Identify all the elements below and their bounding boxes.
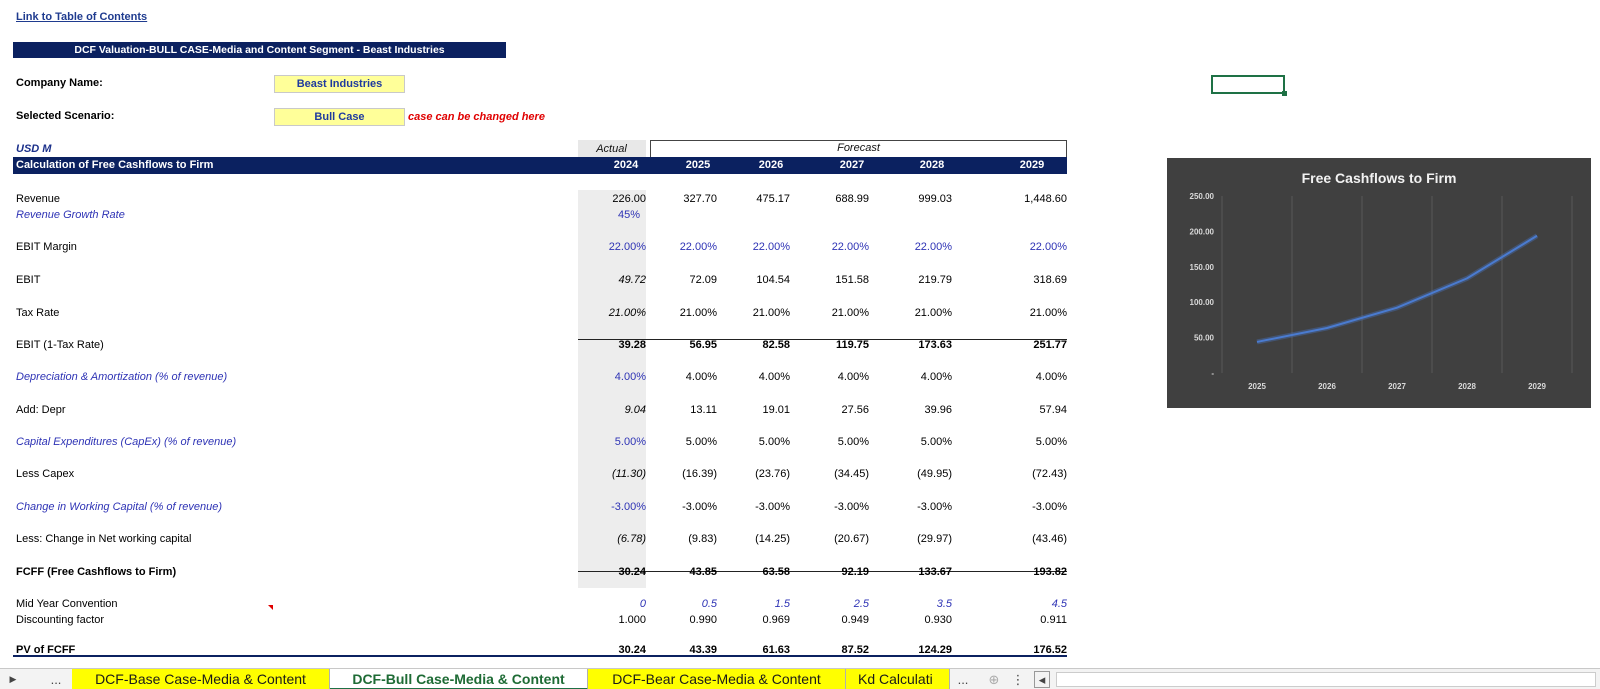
- year-2025: 2025: [685, 159, 711, 171]
- scroll-left-icon[interactable]: ◂: [1034, 671, 1050, 688]
- chart-series-line: [1257, 236, 1537, 342]
- cell-2028[interactable]: 4.00%: [920, 371, 952, 383]
- cell-2029[interactable]: (43.46): [1032, 533, 1067, 545]
- cell-2026[interactable]: 63.58: [762, 566, 790, 578]
- chart-y-tick: 150.00: [1189, 262, 1214, 272]
- cell-2025[interactable]: 5.00%: [685, 436, 717, 448]
- cell-2028[interactable]: 39.96: [924, 404, 952, 416]
- units-label: USD M: [16, 143, 52, 155]
- company-name-label: Company Name:: [16, 77, 103, 89]
- cell-2024[interactable]: 39.28: [618, 339, 646, 351]
- cell-2024[interactable]: 22.00%: [608, 241, 646, 253]
- row-label: Discounting factor: [16, 614, 105, 626]
- row-revenue-growth-rate: [0, 209, 1100, 225]
- cell-2027[interactable]: 119.75: [835, 339, 869, 351]
- row-ebit-margin: [0, 241, 1100, 257]
- cell-2029[interactable]: 0.911: [1040, 614, 1067, 626]
- cell-2027[interactable]: (20.67): [834, 533, 869, 545]
- year-2024: 2024: [613, 159, 639, 171]
- cell-2024[interactable]: 226.00: [612, 193, 646, 205]
- cell-2027[interactable]: 688.99: [835, 193, 869, 205]
- cell-2028[interactable]: 0.930: [924, 614, 952, 626]
- row-label: Revenue: [16, 193, 61, 205]
- cell-2026[interactable]: 61.63: [762, 644, 790, 656]
- scenario-label: Selected Scenario:: [16, 110, 115, 122]
- sheet-tab-bar: [0, 668, 1600, 689]
- cell-2027[interactable]: 92.19: [841, 566, 869, 578]
- cell-2024[interactable]: 30.24: [618, 566, 646, 578]
- row-label: Less: Change in Net working capital: [16, 533, 192, 545]
- cell-2029[interactable]: -3.00%: [1032, 501, 1067, 513]
- cell-2025[interactable]: 0.5: [701, 598, 717, 610]
- chart-x-tick: 2027: [1388, 382, 1406, 391]
- row-label: Capital Expenditures (CapEx) (% of revenue): [16, 436, 237, 448]
- row-fcff: [0, 566, 1100, 582]
- cell-2028[interactable]: 133.67: [918, 566, 952, 578]
- tab-dcf-base-case[interactable]: DCF-Base Case-Media & Content: [72, 669, 330, 689]
- cell-2028[interactable]: -3.00%: [917, 501, 952, 513]
- tab-dcf-bear-case[interactable]: DCF-Bear Case-Media & Content: [588, 669, 846, 689]
- cell-2026[interactable]: (23.76): [755, 468, 790, 480]
- cell-2024[interactable]: 49.72: [618, 274, 646, 286]
- cell-2028[interactable]: 124.29: [918, 644, 952, 656]
- cell-2027[interactable]: 21.00%: [831, 307, 869, 319]
- cell-2029[interactable]: 21.00%: [1029, 307, 1067, 319]
- cell-2029[interactable]: 193.82: [1033, 566, 1067, 578]
- chart-y-tick: -: [1211, 369, 1214, 378]
- cell-2025[interactable]: 22.00%: [679, 241, 717, 253]
- company-name-cell[interactable]: Beast Industries: [274, 75, 405, 93]
- cell-2029[interactable]: 4.00%: [1035, 371, 1067, 383]
- cell-2025[interactable]: (16.39): [682, 468, 717, 480]
- cell-2029[interactable]: 57.94: [1039, 404, 1067, 416]
- cell-2029[interactable]: 176.52: [1033, 644, 1067, 656]
- cell-2028[interactable]: 173.63: [918, 339, 952, 351]
- cell-2026[interactable]: 475.17: [756, 193, 790, 205]
- row-label: Mid Year Convention: [16, 598, 118, 610]
- cell-2026[interactable]: (14.25): [755, 533, 790, 545]
- cell-2024[interactable]: -3.00%: [611, 501, 646, 513]
- cell-2026[interactable]: 0.969: [762, 614, 790, 626]
- year-2026: 2026: [758, 159, 784, 171]
- row-mid-year-convention: [0, 598, 1100, 614]
- cell-2025[interactable]: 56.95: [689, 339, 717, 351]
- chart-x-tick: 2025: [1248, 382, 1266, 391]
- cell-2025[interactable]: -3.00%: [682, 501, 717, 513]
- row-label: Add: Depr: [16, 404, 66, 416]
- toc-link[interactable]: Link to Table of Contents: [16, 11, 148, 23]
- cell-2024[interactable]: 4.00%: [614, 371, 646, 383]
- cell-2025[interactable]: (9.83): [688, 533, 717, 545]
- cell-2026[interactable]: 104.54: [756, 274, 790, 286]
- cell-2027[interactable]: 87.52: [841, 644, 869, 656]
- cell-2027[interactable]: (34.45): [834, 468, 869, 480]
- cell-2026[interactable]: 82.58: [762, 339, 790, 351]
- cell-2024[interactable]: 1.000: [618, 614, 646, 626]
- cell-2029[interactable]: 251.77: [1033, 339, 1067, 351]
- cell-2024[interactable]: 0: [639, 598, 646, 610]
- row-revenue: [0, 193, 1100, 209]
- row-discounting-factor: [0, 614, 1100, 630]
- row-tax-rate: [0, 307, 1100, 323]
- cell-2029[interactable]: 22.00%: [1029, 241, 1067, 253]
- chart-x-tick: 2028: [1458, 382, 1476, 391]
- row-wc-change-percent: [0, 501, 1100, 517]
- cell-2025[interactable]: 0.990: [689, 614, 717, 626]
- cell-2026[interactable]: 22.00%: [752, 241, 790, 253]
- row-label: EBIT (1-Tax Rate): [16, 339, 104, 351]
- row-label: Less Capex: [16, 468, 75, 480]
- cell-2027[interactable]: 0.949: [841, 614, 869, 626]
- selected-cell[interactable]: [1211, 75, 1285, 94]
- year-2029: 2029: [1019, 159, 1045, 171]
- cell-2027[interactable]: 151.58: [835, 274, 869, 286]
- cell-2026[interactable]: 19.01: [762, 404, 790, 416]
- chart-y-tick: 50.00: [1193, 333, 1214, 343]
- more-sheets-right[interactable]: ...: [957, 672, 969, 687]
- chart-y-tick: 250.00: [1189, 192, 1214, 201]
- cell-2024[interactable]: 21.00%: [608, 307, 646, 319]
- row-add-depr: [0, 404, 1100, 420]
- chart-y-tick: 100.00: [1189, 298, 1214, 308]
- prev-sheet-button[interactable]: ▶: [9, 674, 17, 684]
- horizontal-scrollbar[interactable]: [1056, 672, 1596, 687]
- row-label: Change in Working Capital (% of revenue): [16, 501, 223, 513]
- cell-2025[interactable]: 43.39: [689, 644, 717, 656]
- add-sheet-icon[interactable]: ⊕: [988, 672, 1000, 687]
- chart-plot: [1167, 158, 1591, 408]
- table-header-bar: [13, 157, 1067, 174]
- scenario-note: case can be changed here: [408, 111, 545, 123]
- chart-title: Free Cashflows to Firm: [1301, 170, 1457, 186]
- tab-kd-calculation[interactable]: Kd Calculati: [846, 669, 950, 689]
- year-2027: 2027: [839, 159, 865, 171]
- scenario-select-cell[interactable]: Bull Case: [274, 108, 405, 126]
- cell-2024[interactable]: (11.30): [611, 468, 646, 480]
- cell-2024[interactable]: 45%: [617, 209, 640, 221]
- cell-2029[interactable]: 1,448.60: [1024, 193, 1067, 205]
- row-label: EBIT: [16, 274, 41, 286]
- row-pv-of-fcff: [0, 644, 1100, 660]
- cell-2029[interactable]: (72.43): [1032, 468, 1067, 480]
- table-title: Calculation of Free Cashflows to Firm: [16, 159, 214, 171]
- row-label: EBIT Margin: [16, 241, 77, 253]
- cell-2025[interactable]: 327.70: [683, 193, 717, 205]
- cell-2024[interactable]: (6.78): [617, 533, 646, 545]
- cell-2025[interactable]: 13.11: [690, 404, 717, 416]
- cell-2028[interactable]: 3.5: [936, 598, 952, 610]
- forecast-header: Forecast: [650, 140, 1067, 157]
- cell-2027[interactable]: 4.00%: [837, 371, 869, 383]
- cell-2029[interactable]: 5.00%: [1035, 436, 1067, 448]
- row-capex-percent: [0, 436, 1100, 452]
- tab-menu-icon[interactable]: ⋮: [1011, 672, 1025, 687]
- row-da-percent: [0, 371, 1100, 387]
- row-label: Depreciation & Amortization (% of revenue): [16, 371, 228, 383]
- cell-2028[interactable]: (29.97): [917, 533, 952, 545]
- cell-2025[interactable]: 72.09: [689, 274, 717, 286]
- cell-2029[interactable]: 318.69: [1033, 274, 1067, 286]
- more-sheets-left[interactable]: ...: [50, 672, 62, 687]
- chart-x-tick: 2026: [1318, 382, 1336, 391]
- cell-2026[interactable]: 1.5: [774, 598, 790, 610]
- cell-2028[interactable]: 999.03: [918, 193, 952, 205]
- chart-series-glow: [1257, 236, 1537, 342]
- chart-y-tick: 200.00: [1189, 227, 1214, 237]
- cell-2029[interactable]: 4.5: [1051, 598, 1067, 610]
- cell-2024[interactable]: 5.00%: [614, 436, 646, 448]
- cell-2024[interactable]: 9.04: [624, 404, 646, 416]
- cell-2028[interactable]: (49.95): [917, 468, 952, 480]
- chart-x-tick: 2029: [1528, 382, 1546, 391]
- cell-2027[interactable]: 22.00%: [831, 241, 869, 253]
- tab-dcf-bull-case[interactable]: DCF-Bull Case-Media & Content: [330, 669, 588, 689]
- page-title: DCF Valuation-BULL CASE-Media and Content Segment - Beast Industries: [13, 42, 506, 58]
- cell-2026[interactable]: -3.00%: [755, 501, 790, 513]
- cell-2027[interactable]: -3.00%: [834, 501, 869, 513]
- cell-2026[interactable]: 21.00%: [752, 307, 790, 319]
- row-ebit-after-tax: [0, 339, 1100, 355]
- cell-2027[interactable]: 2.5: [853, 598, 869, 610]
- cell-2028[interactable]: 22.00%: [914, 241, 952, 253]
- cell-2028[interactable]: 5.00%: [920, 436, 952, 448]
- row-less-nwc-change: [0, 533, 1100, 549]
- cell-2027[interactable]: 27.56: [841, 404, 869, 416]
- cell-2025[interactable]: 21.00%: [679, 307, 717, 319]
- fcff-chart[interactable]: [1167, 158, 1591, 408]
- row-ebit: [0, 274, 1100, 290]
- cell-2026[interactable]: 5.00%: [758, 436, 790, 448]
- cell-2025[interactable]: 43.85: [689, 566, 717, 578]
- cell-2028[interactable]: 21.00%: [914, 307, 952, 319]
- row-label: PV of FCFF: [16, 644, 76, 656]
- cell-2028[interactable]: 219.79: [918, 274, 952, 286]
- row-label: Revenue Growth Rate: [16, 209, 125, 221]
- cell-2026[interactable]: 4.00%: [758, 371, 790, 383]
- row-label: Tax Rate: [16, 307, 60, 319]
- cell-2024[interactable]: 30.24: [618, 644, 646, 656]
- row-less-capex: [0, 468, 1100, 484]
- row-label: FCFF (Free Cashflows to Firm): [16, 566, 177, 578]
- cell-2027[interactable]: 5.00%: [837, 436, 869, 448]
- actual-header: Actual: [596, 143, 627, 155]
- year-2028: 2028: [919, 159, 945, 171]
- comment-indicator: [268, 605, 273, 610]
- cell-2025[interactable]: 4.00%: [685, 371, 717, 383]
